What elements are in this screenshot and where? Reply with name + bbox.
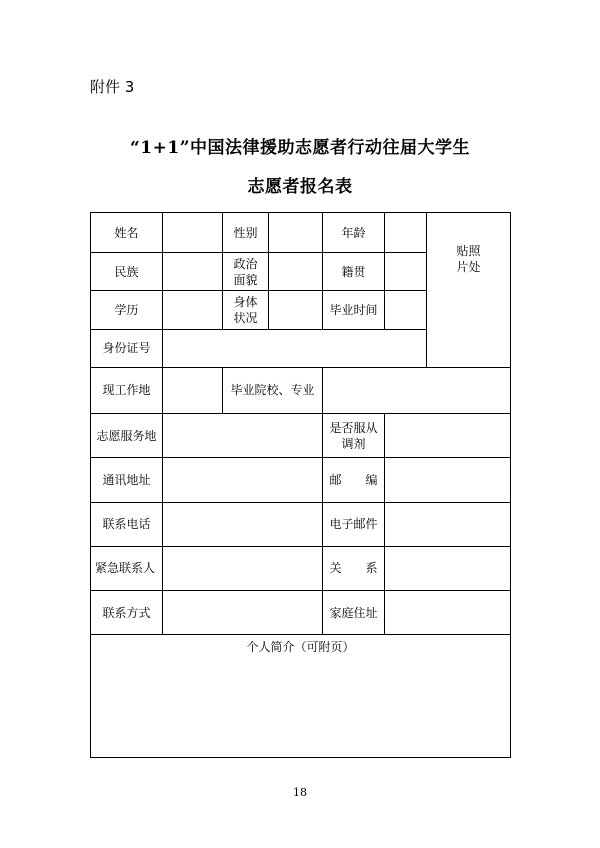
photo-placeholder[interactable] <box>427 213 511 368</box>
mailing-address-value-cell[interactable] <box>163 458 323 502</box>
graduate-school-major-label: 毕业院校、专业 <box>223 367 323 413</box>
registration-form-table <box>90 212 511 758</box>
graduation-time-value-cell[interactable] <box>385 291 427 329</box>
political-status-value-cell[interactable] <box>269 253 323 291</box>
ethnicity-label: 民族 <box>91 253 163 291</box>
graduation-time-label: 毕业时间 <box>323 291 385 329</box>
home-address-label: 家庭住址 <box>323 591 385 635</box>
ethnicity-value-cell[interactable] <box>163 253 223 291</box>
gender-label: 性别 <box>223 213 269 253</box>
service-location-label: 志愿服务地 <box>91 414 163 458</box>
accept-transfer-value-cell[interactable] <box>385 414 511 458</box>
page-number: 18 <box>293 786 307 799</box>
photo-label-line1: 贴照 <box>456 244 481 258</box>
home-address-value-cell[interactable] <box>385 591 511 635</box>
accept-transfer-label: 是否服从 调剂 <box>323 414 385 458</box>
native-place-label: 籍贯 <box>323 253 385 291</box>
attachment-label: 附件 3 <box>90 78 135 96</box>
relationship-value-cell[interactable] <box>385 546 511 590</box>
name-value-cell[interactable] <box>163 213 223 253</box>
name-label: 姓名 <box>91 213 163 253</box>
health-status-value-cell[interactable] <box>269 291 323 329</box>
current-work-location-label: 现工作地 <box>91 367 163 413</box>
relationship-label: 关 系 <box>323 546 385 590</box>
mailing-address-label: 通讯地址 <box>91 458 163 502</box>
form-title-line1: “1+1”中国法律援助志愿者行动往届大学生 <box>130 138 470 158</box>
personal-intro-label: 个人简介（可附页） <box>246 640 355 655</box>
id-number-value-cell[interactable] <box>163 329 427 367</box>
email-value-cell[interactable] <box>385 502 511 546</box>
phone-label: 联系电话 <box>91 502 163 546</box>
email-label: 电子邮件 <box>323 502 385 546</box>
phone-value-cell[interactable] <box>163 502 323 546</box>
postal-code-value-cell[interactable] <box>385 458 511 502</box>
native-place-value-cell[interactable] <box>385 253 427 291</box>
age-value-cell[interactable] <box>385 213 427 253</box>
graduate-school-major-value-cell[interactable] <box>323 367 511 413</box>
id-number-label: 身份证号 <box>91 329 163 367</box>
photo-label-line2: 片处 <box>456 260 481 274</box>
contact-method-value-cell[interactable] <box>163 591 323 635</box>
postal-code-label: 邮 编 <box>323 458 385 502</box>
form-title-line2: 志愿者报名表 <box>247 177 353 197</box>
personal-intro-cell[interactable] <box>91 635 511 758</box>
emergency-contact-value-cell[interactable] <box>163 546 323 590</box>
gender-value-cell[interactable] <box>269 213 323 253</box>
health-status-label: 身体 状况 <box>223 291 269 329</box>
emergency-contact-label: 紧急联系人 <box>91 546 163 590</box>
education-value-cell[interactable] <box>163 291 223 329</box>
political-status-label: 政治 面貌 <box>223 253 269 291</box>
service-location-value-cell[interactable] <box>163 414 323 458</box>
education-label: 学历 <box>91 291 163 329</box>
current-work-location-value-cell[interactable] <box>163 367 223 413</box>
contact-method-label: 联系方式 <box>91 591 163 635</box>
age-label: 年龄 <box>323 213 385 253</box>
